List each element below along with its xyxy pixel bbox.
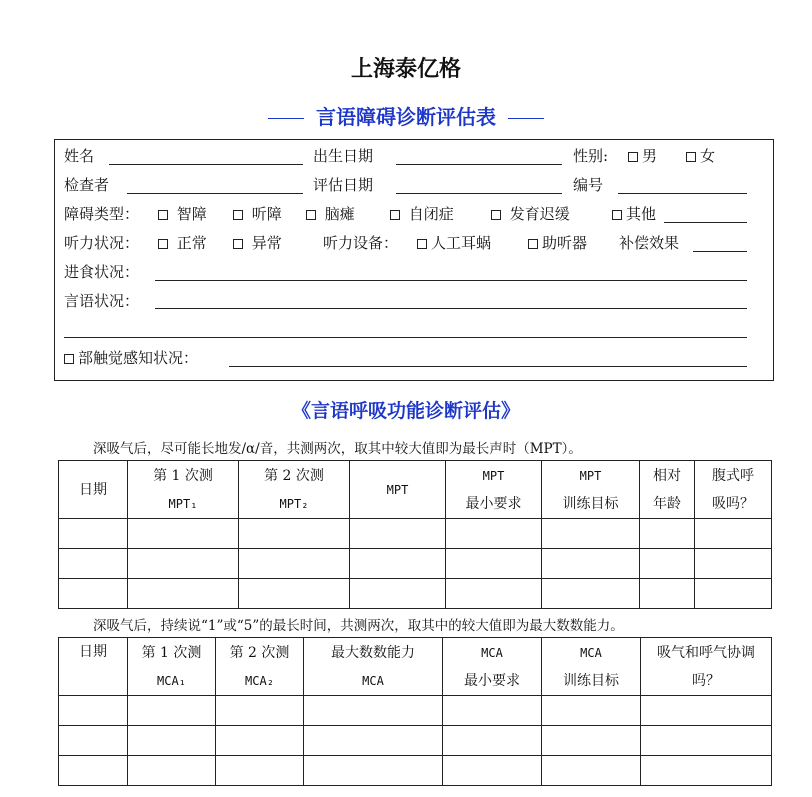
examiner-label: 检查者 bbox=[64, 176, 110, 194]
checkbox-icon[interactable] bbox=[491, 210, 501, 220]
table-row bbox=[59, 579, 772, 609]
table-cell[interactable] bbox=[239, 579, 350, 609]
form-title bbox=[0, 101, 812, 130]
device-option-cochlear[interactable]: 人工耳蜗 bbox=[417, 232, 491, 253]
mca-header-row bbox=[59, 638, 772, 696]
table-cell[interactable] bbox=[128, 579, 239, 609]
mpt-header-age: 相对 年龄 bbox=[640, 461, 695, 519]
mca-header-first: 第 1 次测 MCA₁ bbox=[128, 638, 216, 696]
tactile-label[interactable]: 部触觉感知状况： bbox=[64, 347, 198, 368]
disorder-option-other[interactable]: 其他 bbox=[612, 203, 656, 224]
mca-instruction: 深吸气后，持续说“1”或“5”的最长时间，共测两次，取其中的较大值即为最大数数能力。 bbox=[93, 618, 624, 634]
compensation-field[interactable] bbox=[693, 250, 747, 252]
form-title-text: 言语障碍诊断评估表 bbox=[316, 105, 496, 129]
mpt-instruction: 深吸气后，尽可能长地发/α/音，共测两次，取其中较大值即为最长声时（MPT）。 bbox=[93, 441, 582, 457]
table-cell[interactable] bbox=[128, 756, 216, 786]
mca-header-coordination: 吸气和呼气协调 吗？ bbox=[641, 638, 772, 696]
name-label: 姓名 bbox=[64, 147, 95, 165]
disorder-other-field[interactable] bbox=[664, 221, 747, 223]
mca-table bbox=[58, 637, 772, 786]
table-cell[interactable] bbox=[443, 756, 542, 786]
table-cell[interactable] bbox=[443, 696, 542, 726]
table-cell[interactable] bbox=[59, 519, 128, 549]
table-cell[interactable] bbox=[640, 519, 695, 549]
dob-label: 出生日期 bbox=[313, 147, 374, 165]
table-row bbox=[59, 696, 772, 726]
examiner-field[interactable] bbox=[127, 192, 303, 194]
disorder-option-hearing[interactable]: 听障 bbox=[233, 203, 282, 224]
mpt-table bbox=[58, 460, 772, 609]
feeding-field[interactable] bbox=[155, 279, 747, 281]
compensation-label: 补偿效果 bbox=[619, 234, 680, 252]
name-field[interactable] bbox=[109, 163, 303, 165]
dob-field[interactable] bbox=[396, 163, 562, 165]
table-cell[interactable] bbox=[128, 726, 216, 756]
table-cell[interactable] bbox=[128, 519, 239, 549]
table-cell[interactable] bbox=[695, 579, 772, 609]
table-row bbox=[59, 756, 772, 786]
mpt-header-row bbox=[59, 461, 772, 519]
mpt-header-second: 第 2 次测 MPT₂ bbox=[239, 461, 350, 519]
checkbox-icon[interactable] bbox=[158, 239, 168, 249]
hearing-option-abnormal[interactable]: 异常 bbox=[233, 232, 282, 253]
table-row bbox=[59, 549, 772, 579]
mpt-header-target: MPT 训练目标 bbox=[542, 461, 640, 519]
table-cell[interactable] bbox=[350, 519, 446, 549]
table-cell[interactable] bbox=[542, 726, 641, 756]
mca-header-max: 最大数数能力 MCA bbox=[304, 638, 443, 696]
table-row bbox=[59, 726, 772, 756]
gender-option-female[interactable]: 女 bbox=[686, 145, 715, 166]
checkbox-icon[interactable] bbox=[628, 152, 638, 162]
id-field[interactable] bbox=[618, 192, 747, 194]
table-cell[interactable] bbox=[446, 549, 542, 579]
table-cell[interactable] bbox=[641, 756, 772, 786]
table-cell[interactable] bbox=[59, 549, 128, 579]
mpt-header-date: 日期 bbox=[59, 461, 128, 519]
feeding-label: 进食状况： bbox=[64, 263, 140, 281]
eval-date-label: 评估日期 bbox=[313, 176, 374, 194]
table-cell[interactable] bbox=[542, 696, 641, 726]
table-cell[interactable] bbox=[59, 726, 128, 756]
table-cell[interactable] bbox=[542, 549, 640, 579]
hearing-label: 听力状况： bbox=[64, 234, 140, 252]
mca-header-min: MCA 最小要求 bbox=[443, 638, 542, 696]
company-name: 上海泰亿格 bbox=[350, 56, 461, 82]
table-cell[interactable] bbox=[239, 549, 350, 579]
gender-label: 性别: bbox=[573, 147, 609, 165]
disorder-label: 障碍类型： bbox=[64, 205, 140, 223]
checkbox-icon[interactable] bbox=[233, 239, 243, 249]
table-cell[interactable] bbox=[443, 726, 542, 756]
table-cell[interactable] bbox=[216, 726, 304, 756]
disorder-option-delay[interactable]: 发育迟缓 bbox=[491, 203, 570, 224]
table-cell[interactable] bbox=[641, 696, 772, 726]
table-cell[interactable] bbox=[59, 696, 128, 726]
table-cell[interactable] bbox=[542, 579, 640, 609]
table-cell[interactable] bbox=[640, 579, 695, 609]
device-option-hearing-aid[interactable]: 助听器 bbox=[528, 232, 587, 253]
checkbox-icon[interactable] bbox=[233, 210, 243, 220]
mpt-header-first: 第 1 次测 MPT₁ bbox=[128, 461, 239, 519]
mpt-header-min: MPT 最小要求 bbox=[446, 461, 542, 519]
title-dash-right bbox=[508, 118, 544, 119]
disorder-option-autism[interactable]: 自闭症 bbox=[390, 203, 454, 224]
mca-header-date: 日期 bbox=[59, 638, 128, 696]
table-cell[interactable] bbox=[216, 696, 304, 726]
table-cell[interactable] bbox=[59, 579, 128, 609]
checkbox-icon[interactable] bbox=[306, 210, 316, 220]
checkbox-icon[interactable] bbox=[528, 239, 538, 249]
speech-field[interactable] bbox=[155, 307, 747, 309]
table-cell[interactable] bbox=[695, 549, 772, 579]
checkbox-icon[interactable] bbox=[612, 210, 622, 220]
title-dash-left bbox=[268, 118, 304, 119]
table-cell[interactable] bbox=[640, 549, 695, 579]
disorder-option-cp[interactable]: 脑瘫 bbox=[306, 203, 355, 224]
mpt-header-mpt: MPT bbox=[350, 461, 446, 519]
table-cell[interactable] bbox=[304, 696, 443, 726]
checkbox-icon[interactable] bbox=[417, 239, 427, 249]
device-label: 听力设备： bbox=[323, 234, 399, 252]
gender-option-male[interactable]: 男 bbox=[628, 145, 657, 166]
table-cell[interactable] bbox=[304, 756, 443, 786]
disorder-option-intellectual[interactable]: 智障 bbox=[158, 203, 207, 224]
table-cell[interactable] bbox=[350, 549, 446, 579]
table-cell[interactable] bbox=[59, 756, 128, 786]
table-cell[interactable] bbox=[350, 579, 446, 609]
table-row bbox=[59, 519, 772, 549]
table-cell[interactable] bbox=[216, 756, 304, 786]
table-cell[interactable] bbox=[542, 756, 641, 786]
section-title-respiration: 《言语呼吸功能诊断评估》 bbox=[291, 400, 520, 422]
table-cell[interactable] bbox=[304, 726, 443, 756]
id-label: 编号 bbox=[573, 176, 604, 194]
table-cell[interactable] bbox=[695, 519, 772, 549]
checkbox-icon[interactable] bbox=[686, 152, 696, 162]
mca-header-second: 第 2 次测 MCA₂ bbox=[216, 638, 304, 696]
checkbox-icon[interactable] bbox=[158, 210, 168, 220]
table-cell[interactable] bbox=[446, 519, 542, 549]
checkbox-icon[interactable] bbox=[390, 210, 400, 220]
table-cell[interactable] bbox=[641, 726, 772, 756]
eval-date-field[interactable] bbox=[396, 192, 562, 194]
table-cell[interactable] bbox=[239, 519, 350, 549]
mca-header-target: MCA 训练目标 bbox=[542, 638, 641, 696]
table-cell[interactable] bbox=[128, 696, 216, 726]
hearing-option-normal[interactable]: 正常 bbox=[158, 232, 207, 253]
table-cell[interactable] bbox=[446, 579, 542, 609]
tactile-field[interactable] bbox=[229, 365, 747, 367]
checkbox-icon[interactable] bbox=[64, 354, 74, 364]
patient-info-box bbox=[54, 139, 774, 381]
table-cell[interactable] bbox=[542, 519, 640, 549]
mpt-header-abdominal: 腹式呼 吸吗？ bbox=[695, 461, 772, 519]
speech-label: 言语状况： bbox=[64, 292, 140, 310]
table-cell[interactable] bbox=[128, 549, 239, 579]
speech-field-continued[interactable] bbox=[64, 336, 747, 338]
